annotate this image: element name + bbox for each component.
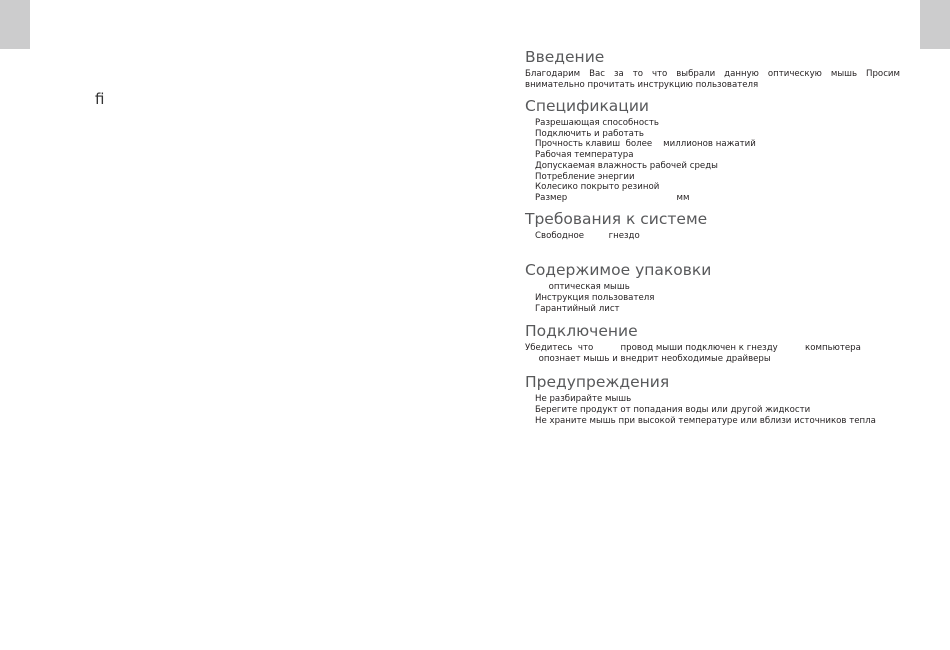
connection-line-1: Убедитесь что провод мыши подключен к гнезду компьютера — [525, 343, 861, 354]
section-title-intro: Введение — [525, 48, 605, 66]
section-package — [525, 261, 900, 314]
list-item: Инструкция пользователя — [535, 293, 655, 304]
section-title-connection: Подключение — [525, 322, 638, 341]
section-title-specs: Спецификации — [525, 97, 649, 115]
intro-line-2: внимательно прочитать инструкцию пользователя — [525, 80, 759, 90]
section-connection — [525, 322, 900, 365]
connection-line-2: опознает мышь и внедрит необходимые драйверы — [525, 354, 771, 365]
list-item: Потребление энергии — [535, 171, 635, 182]
list-item: Берегите продукт от попадания воды или другой жидкости — [535, 405, 811, 416]
warnings-list — [525, 394, 900, 426]
section-title-requirements: Требования к системе — [525, 209, 708, 228]
specs-list — [525, 118, 900, 204]
corner-tab-right — [920, 0, 950, 49]
section-warnings — [525, 373, 900, 426]
list-item: Допускаемая влажность рабочей среды — [535, 160, 718, 171]
corner-tab-left — [0, 0, 30, 49]
list-item: Гарантийный лист — [535, 303, 620, 314]
list-item: Прочность клавиш более миллионов нажатий — [535, 139, 756, 150]
manual-content — [525, 48, 900, 427]
list-item: оптическая мышь — [535, 282, 630, 293]
stray-ligature-glyph: ﬁ — [95, 90, 105, 108]
section-intro — [525, 48, 900, 91]
intro-line-1: Благодарим Вас за то что выбрали данную оптическую мышь Просим — [525, 69, 900, 79]
connection-paragraph — [525, 343, 900, 365]
list-item: Размер мм — [535, 192, 690, 203]
section-title-package: Содержимое упаковки — [525, 261, 712, 280]
requirements-list — [525, 231, 900, 242]
list-item: Колесико покрыто резиной — [535, 182, 660, 193]
list-item: Подключить и работать — [535, 128, 644, 139]
list-item: Рабочая температура — [535, 150, 634, 161]
list-item: Не храните мышь при высокой температуре или вблизи источников тепла — [535, 415, 876, 426]
package-list — [525, 282, 900, 314]
list-item: Не разбирайте мышь — [535, 394, 632, 405]
section-title-warnings: Предупреждения — [525, 373, 670, 392]
section-specs — [525, 97, 900, 204]
section-requirements — [525, 210, 900, 242]
list-item: Свободное гнездо — [535, 230, 640, 241]
list-item: Разрешающая способность — [535, 118, 659, 128]
intro-paragraph — [525, 69, 900, 91]
